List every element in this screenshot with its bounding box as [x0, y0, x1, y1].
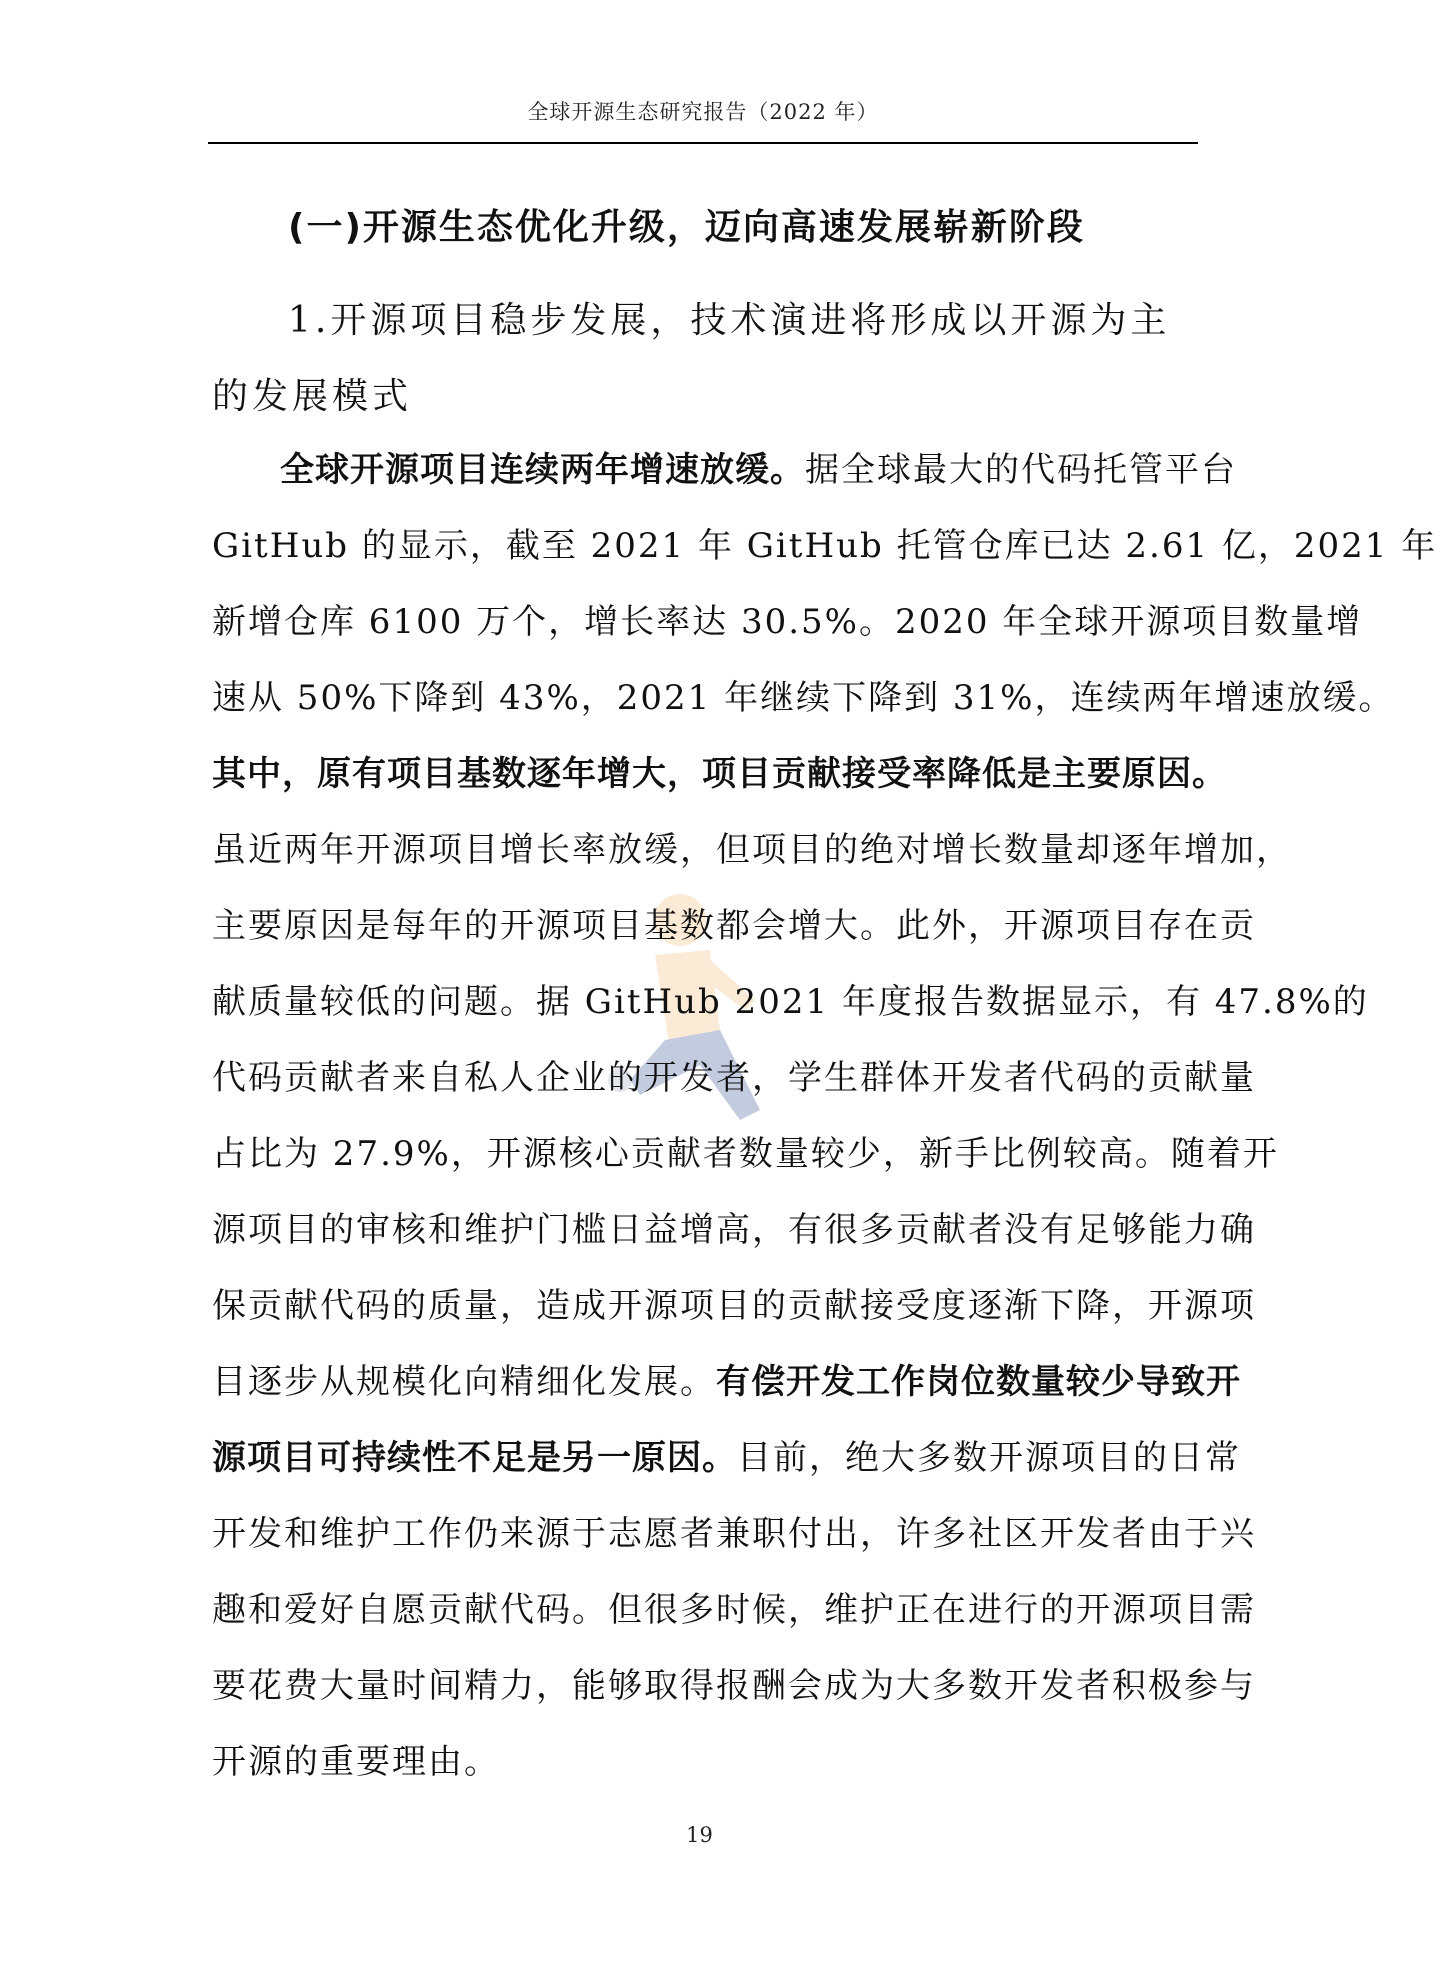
body-line: 占比为 27.9%，开源核心贡献者数量较少，新手比例较高。随着开: [212, 1134, 1279, 1174]
bold-phrase: 有偿开发工作岗位数量较少导致开: [716, 1362, 1241, 1402]
body-line: [212, 432, 1237, 508]
body-line: 新增仓库 6100 万个，增长率达 30.5%。2020 年全球开源项目数量增: [212, 602, 1363, 642]
body-line: 要花费大量时间精力，能够取得报酬会成为大多数开发者积极参与: [212, 1666, 1256, 1706]
section-heading: (一)开源生态优化升级，迈向高速发展崭新阶段: [288, 207, 1085, 248]
body-line: [212, 1344, 1241, 1420]
body-line: 趣和爱好自愿贡献代码。但很多时候，维护正在进行的开源项目需: [212, 1590, 1256, 1630]
body-line: 速从 50%下降到 43%，2021 年继续下降到 31%，连续两年增速放缓。: [212, 678, 1395, 718]
body-line: 主要原因是每年的开源项目基数都会增大。此外，开源项目存在贡: [212, 906, 1256, 946]
body-line: 虽近两年开源项目增长率放缓，但项目的绝对增长数量却逐年增加，: [212, 830, 1292, 870]
body-line: 开发和维护工作仍来源于志愿者兼职付出，许多社区开发者由于兴: [212, 1514, 1256, 1554]
body-line: 源项目的审核和维护门槛日益增高，有很多贡献者没有足够能力确: [212, 1210, 1256, 1250]
text-run: 目前，绝大多数开源项目的日常: [737, 1438, 1241, 1478]
page-number: 19: [686, 1823, 713, 1847]
header-divider: [208, 142, 1198, 144]
body-line: GitHub 的显示，截至 2021 年 GitHub 托管仓库已达 2.61 亿，2021 年: [212, 526, 1437, 566]
body-line: 代码贡献者来自私人企业的开发者，学生群体开发者代码的贡献量: [212, 1058, 1256, 1098]
body-line: 献质量较低的问题。据 GitHub 2021 年度报告数据显示，有 47.8%的: [212, 982, 1369, 1022]
text-run: 据全球最大的代码托管平台: [805, 450, 1237, 490]
body-line: [212, 1420, 1241, 1496]
sub-heading: 1.开源项目稳步发展，技术演进将形成以开源为主的发展模式: [212, 300, 1171, 417]
body-line: 其中，原有项目基数逐年增大，项目贡献接受率降低是主要原因。: [212, 754, 1227, 794]
body-text: [212, 432, 1437, 1800]
page-header: 全球开源生态研究报告（2022 年）: [527, 100, 879, 124]
body-line: 开源的重要理由。: [212, 1742, 500, 1782]
text-run: 目逐步从规模化向精细化发展。: [212, 1362, 716, 1402]
bold-phrase: 源项目可持续性不足是另一原因。: [212, 1438, 737, 1478]
bold-phrase: 全球开源项目连续两年增速放缓。: [280, 450, 805, 490]
body-line: 保贡献代码的质量，造成开源项目的贡献接受度逐渐下降，开源项: [212, 1286, 1256, 1326]
